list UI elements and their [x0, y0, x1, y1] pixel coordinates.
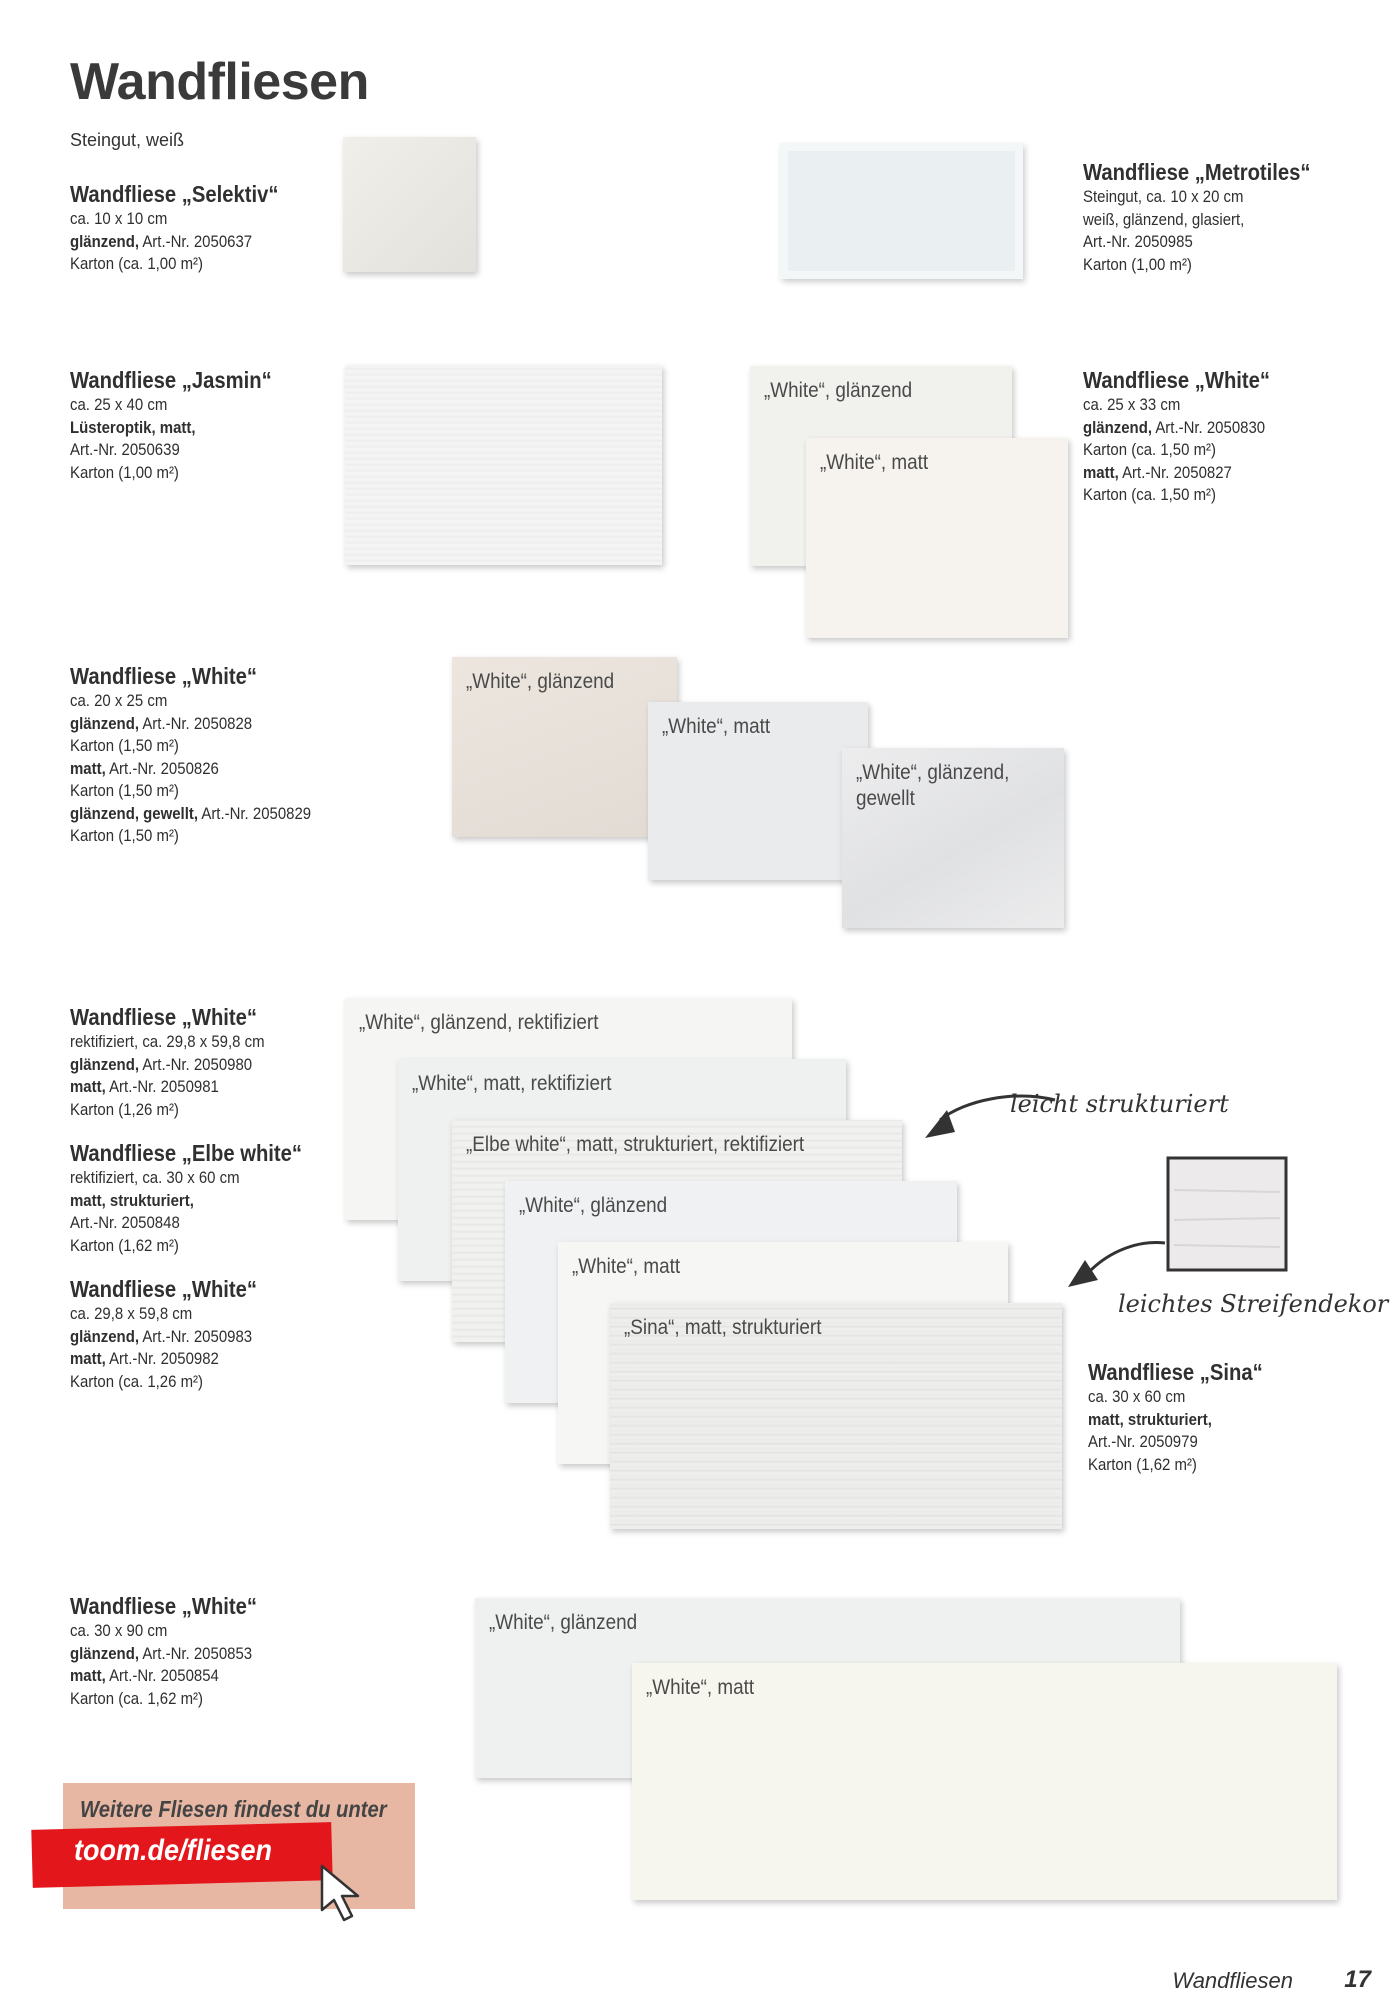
product-article: Art.-Nr. 2050985	[1083, 232, 1193, 251]
product-name: Wandfliese „White“	[70, 1593, 258, 1619]
tile-label: „White“, matt, rektifiziert	[412, 1072, 612, 1095]
product-article: glänzend, Art.-Nr. 2050830	[1083, 417, 1266, 437]
product-name: Wandfliese „White“	[70, 1004, 258, 1030]
product-name: Wandfliese „Selektiv“	[70, 181, 279, 207]
arrow-head-icon	[1068, 1260, 1098, 1287]
product-carton: Karton (ca. 1,62 m²)	[70, 1688, 204, 1708]
product-finish: Lüsteroptik, matt,	[70, 417, 196, 437]
product-size: ca. 29,8 x 59,8 cm	[70, 1304, 193, 1323]
tile-white-matt-25x33	[806, 438, 1068, 638]
product-carton: Karton (1,50 m²)	[70, 826, 179, 845]
product-carton: Karton (1,62 m²)	[70, 1235, 179, 1255]
product-white-20x25	[70, 662, 311, 848]
product-carton: Karton (1,00 m²)	[70, 462, 179, 482]
product-article: glänzend, Art.-Nr. 2050853	[70, 1643, 253, 1663]
product-article: matt, Art.-Nr. 2050827	[1083, 462, 1232, 482]
product-selektiv	[70, 180, 278, 276]
product-carton: Karton (1,50 m²)	[70, 781, 179, 800]
tile-label: „White“, matt	[646, 1676, 755, 1699]
tile-label: „White“, matt	[572, 1255, 681, 1278]
tile-label: „Elbe white“, matt, strukturiert, rektifiziert	[466, 1133, 805, 1156]
product-sina	[1088, 1358, 1263, 1476]
product-jasmin	[70, 366, 272, 484]
product-article: glänzend, gewellt, Art.-Nr. 2050829	[70, 803, 312, 823]
product-name: Wandfliese „Jasmin“	[70, 367, 272, 393]
product-name: Wandfliese „White“	[1083, 367, 1271, 393]
product-size: ca. 30 x 90 cm	[70, 1621, 168, 1640]
promo-text: Weitere Fliesen findest du unter	[80, 1796, 387, 1822]
tile-selektiv	[343, 137, 476, 272]
cursor-icon	[318, 1862, 374, 1924]
page-title: Wandfliesen	[70, 53, 369, 111]
product-article: glänzend, Art.-Nr. 2050983	[70, 1326, 253, 1346]
tile-label: „White“, glänzend	[489, 1611, 638, 1634]
product-size: ca. 25 x 33 cm	[1083, 395, 1181, 414]
tile-label: „White“, matt	[662, 715, 771, 738]
tile-label: „Sina“, matt, strukturiert	[624, 1316, 822, 1339]
product-name: Wandfliese „Elbe white“	[70, 1140, 303, 1166]
product-elbe-white	[70, 1139, 302, 1257]
product-article: glänzend, Art.-Nr. 2050980	[70, 1054, 253, 1074]
tile-label: „White“, glänzend, rektifiziert	[359, 1011, 599, 1034]
product-white-25x33	[1083, 366, 1270, 507]
annotation-streifendekor: leichtes Streifendekor	[1118, 1290, 1389, 1318]
product-article: Art.-Nr. 2050979	[1088, 1432, 1198, 1451]
tile-label: „White“, matt	[820, 451, 929, 474]
product-article: Art.-Nr. 2050639	[70, 440, 180, 459]
product-article: matt, Art.-Nr. 2050826	[70, 758, 219, 778]
tile-label: „White“, glänzend	[466, 670, 615, 693]
product-carton: Karton (1,62 m²)	[1088, 1454, 1197, 1474]
tile-white-gewellt-20x25	[842, 748, 1064, 928]
product-carton: Karton (ca. 1,50 m²)	[1083, 485, 1217, 504]
product-name: Wandfliese „Metrotiles“	[1083, 159, 1311, 185]
tile-r4-sina	[610, 1303, 1062, 1529]
product-white-29x59	[70, 1275, 257, 1393]
tile-jasmin	[345, 365, 662, 565]
product-article: glänzend, Art.-Nr. 2050828	[70, 713, 253, 733]
product-carton: Karton (1,50 m²)	[70, 736, 179, 755]
product-name: Wandfliese „Sina“	[1088, 1359, 1263, 1385]
page-number: 17	[1344, 1966, 1371, 1993]
product-name: Wandfliese „White“	[70, 1276, 258, 1302]
product-metrotiles	[1083, 158, 1311, 276]
product-article: matt, Art.-Nr. 2050981	[70, 1077, 219, 1096]
product-name: Wandfliese „White“	[70, 663, 258, 689]
promo-link[interactable]: toom.de/fliesen	[74, 1834, 273, 1867]
product-finish: matt, strukturiert,	[70, 1190, 194, 1210]
product-article: matt, Art.-Nr. 2050982	[70, 1349, 219, 1368]
product-carton: Karton (ca. 1,50 m²)	[1083, 440, 1217, 459]
tile-white-matt-20x25	[648, 702, 868, 880]
product-article: Art.-Nr. 2050848	[70, 1213, 180, 1232]
product-size: rektifiziert, ca. 30 x 60 cm	[70, 1168, 240, 1187]
tile-label: „White“, glänzend, gewellt	[856, 761, 1010, 810]
page-subtitle: Steingut, weiß	[70, 130, 185, 150]
decor-swatch-frame	[1168, 1158, 1286, 1270]
product-carton: Karton (ca. 1,26 m²)	[70, 1371, 204, 1391]
product-article: glänzend, Art.-Nr. 2050637	[70, 231, 253, 251]
product-carton: Karton (1,00 m²)	[1083, 254, 1192, 274]
product-article: matt, Art.-Nr. 2050854	[70, 1666, 219, 1685]
product-size: ca. 30 x 60 cm	[1088, 1387, 1186, 1406]
product-size: Steingut, ca. 10 x 20 cm	[1083, 187, 1244, 206]
product-carton: Karton (1,26 m²)	[70, 1099, 179, 1119]
tile-r5-white-matt	[632, 1663, 1337, 1900]
product-white-30x90	[70, 1592, 257, 1710]
tile-label: „White“, glänzend	[519, 1194, 668, 1217]
tile-white-glaenzend-20x25	[452, 657, 677, 837]
decor-swatch	[1160, 1150, 1300, 1280]
product-carton: Karton (ca. 1,00 m²)	[70, 254, 204, 273]
tile-metrotiles	[780, 143, 1023, 279]
product-size: rektifiziert, ca. 29,8 x 59,8 cm	[70, 1032, 265, 1051]
product-finish: matt, strukturiert,	[1088, 1409, 1212, 1429]
arrow-streifendekor	[1060, 1235, 1180, 1295]
product-size: ca. 10 x 10 cm	[70, 209, 168, 228]
product-size: ca. 20 x 25 cm	[70, 691, 168, 710]
product-finish: weiß, glänzend, glasiert,	[1083, 209, 1245, 229]
footer-section: Wandfliesen	[1172, 1968, 1293, 1993]
product-white-rektifiziert	[70, 1003, 265, 1121]
product-size: ca. 25 x 40 cm	[70, 395, 168, 414]
tile-label: „White“, glänzend	[764, 379, 913, 402]
annotation-leicht-strukturiert: leicht strukturiert	[1010, 1090, 1229, 1118]
